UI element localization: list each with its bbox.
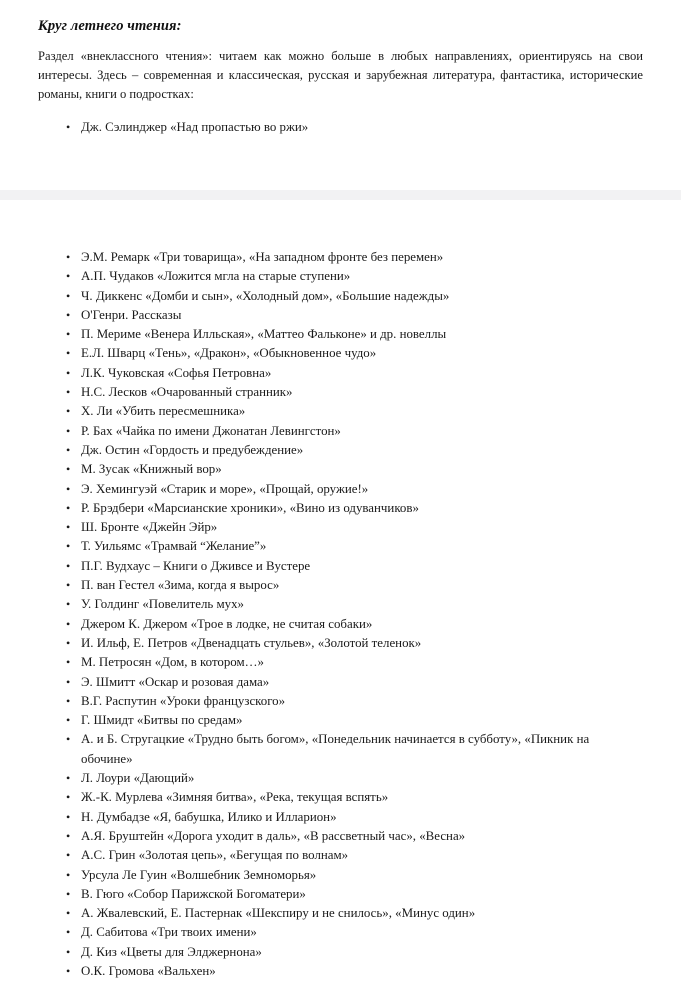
intro-paragraph: Раздел «внеклассного чтения»: читаем как можно больше в любых направлениях, ориентируясь на свои интересы. Здесь – современная и классическая, русская и зарубежная литература, фантастика, исторические романы, книги о подростках: <box>38 49 643 102</box>
list-item: • Д. Сабитова «Три твоих имени» <box>38 923 643 942</box>
list-item: • Е.Л. Шварц «Тень», «Дракон», «Обыкновенное чудо» <box>38 344 643 363</box>
list-item: • Дж. Сэлинджер «Над пропастью во ржи» <box>38 118 643 137</box>
list-item: • Р. Брэдбери «Марсианские хроники», «Вино из одуванчиков» <box>38 499 643 518</box>
list-item: • Урсула Ле Гуин «Волшебник Земноморья» <box>38 866 643 885</box>
list-item: • П.Г. Вудхаус – Книги о Дживсе и Вустере <box>38 557 643 576</box>
page-two-content <box>0 200 681 1000</box>
list-item: • В.Г. Распутин «Уроки французского» <box>38 692 643 711</box>
page-one-content <box>0 0 681 190</box>
list-item: • О'Генри. Рассказы <box>38 306 643 325</box>
list-item: • Н. Думбадзе «Я, бабушка, Илико и Илларион» <box>38 808 643 827</box>
list-item: • А. и Б. Стругацкие «Трудно быть богом», «Понедельник начинается в субботу», «Пикник на обочине» <box>38 730 643 769</box>
list-item: • Р. Бах «Чайка по имени Джонатан Левингстон» <box>38 422 643 441</box>
list-item: • Э.М. Ремарк «Три товарища», «На западном фронте без перемен» <box>38 248 643 267</box>
page-separator <box>0 190 681 200</box>
list-item: • Ж.-К. Мурлева «Зимняя битва», «Река, текущая вспять» <box>38 788 643 807</box>
list-item: • Л.К. Чуковская «Софья Петровна» <box>38 364 643 383</box>
list-item: • Дж. Остин «Гордость и предубеждение» <box>38 441 643 460</box>
list-item: • Э. Хемингуэй «Старик и море», «Прощай, оружие!» <box>38 480 643 499</box>
list-item: • Д. Киз «Цветы для Элджернона» <box>38 943 643 962</box>
list-item: • А.Я. Бруштейн «Дорога уходит в даль», «В рассветный час», «Весна» <box>38 827 643 846</box>
list-item: • П. ван Гестел «Зима, когда я вырос» <box>38 576 643 595</box>
list-item: • Ч. Диккенс «Домби и сын», «Холодный дом», «Большие надежды» <box>38 287 643 306</box>
list-item: • Н.С. Лесков «Очарованный странник» <box>38 383 643 402</box>
list-item: • Ш. Бронте «Джейн Эйр» <box>38 518 643 537</box>
book-list-page-two <box>38 200 643 981</box>
list-item: • А. Жвалевский, Е. Пастернак «Шекспиру и не снилось», «Минус один» <box>38 904 643 923</box>
list-item: • П. Мериме «Венера Илльская», «Маттео Фальконе» и др. новеллы <box>38 325 643 344</box>
book-list-page-one <box>38 104 643 137</box>
list-item: • Э. Шмитт «Оскар и розовая дама» <box>38 673 643 692</box>
list-item: • У. Голдинг «Повелитель мух» <box>38 595 643 614</box>
document-page-one <box>0 0 681 190</box>
list-item: • Л. Лоури «Дающий» <box>38 769 643 788</box>
list-item: • М. Петросян «Дом, в котором…» <box>38 653 643 672</box>
list-item: • О.К. Громова «Вальхен» <box>38 962 643 981</box>
list-item: • Х. Ли «Убить пересмешника» <box>38 402 643 421</box>
document-page-two <box>0 200 681 1000</box>
list-item: • И. Ильф, Е. Петров «Двенадцать стульев», «Золотой теленок» <box>38 634 643 653</box>
list-item: • Т. Уильямс «Трамвай “Желание”» <box>38 537 643 556</box>
list-item: • Джером К. Джером «Трое в лодке, не считая собаки» <box>38 615 643 634</box>
list-item: • Г. Шмидт «Битвы по средам» <box>38 711 643 730</box>
list-item: • В. Гюго «Собор Парижской Богоматери» <box>38 885 643 904</box>
list-item: • М. Зусак «Книжный вор» <box>38 460 643 479</box>
list-item: • А.П. Чудаков «Ложится мгла на старые ступени» <box>38 267 643 286</box>
page-title: Круг летнего чтения: <box>38 18 182 34</box>
list-item: • А.С. Грин «Золотая цепь», «Бегущая по волнам» <box>38 846 643 865</box>
